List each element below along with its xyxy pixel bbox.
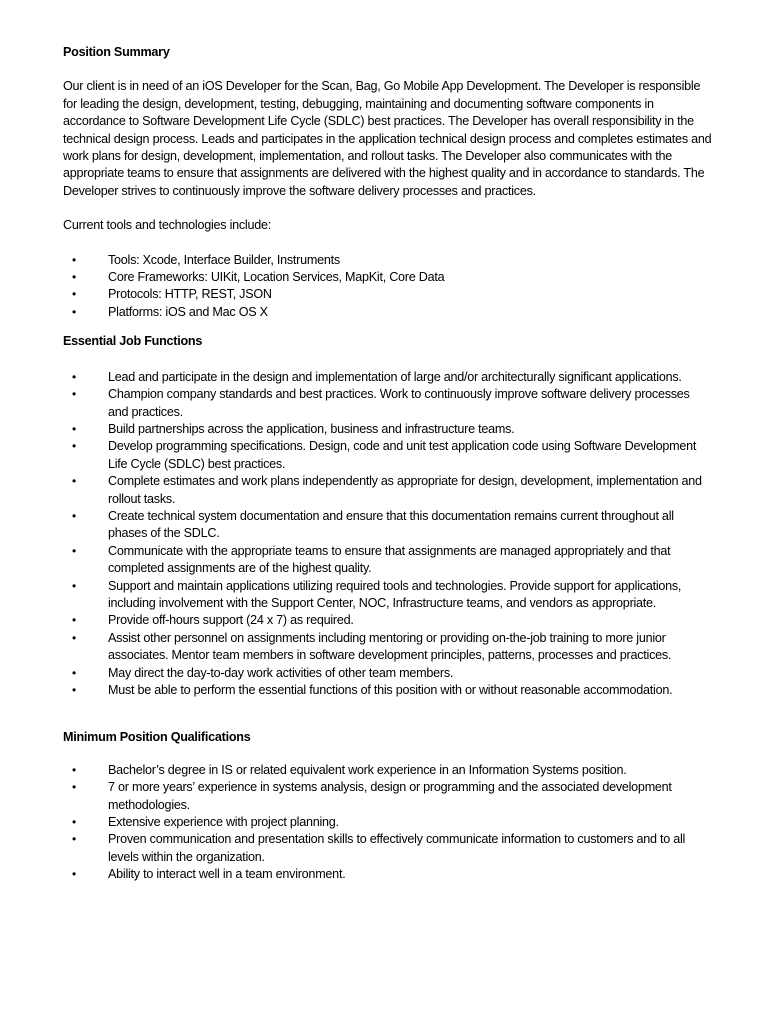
position-summary-heading: Position Summary: [63, 45, 170, 59]
list-item: • Extensive experience with project planning.: [63, 814, 713, 831]
minimum-qualifications-list: [63, 762, 713, 884]
list-item: • Platforms: iOS and Mac OS X: [63, 304, 713, 321]
list-item: • Core Frameworks: UIKit, Location Services, MapKit, Core Data: [63, 269, 713, 286]
list-item: • Tools: Xcode, Interface Builder, Instruments: [63, 252, 713, 269]
list-item: • Proven communication and presentation skills to effectively communicate information to customers and to all levels within the organization.: [63, 831, 713, 866]
list-item: • Develop programming specifications. Design, code and unit test application code using Software Development Life Cycle (SDLC) best practices.: [63, 438, 713, 473]
essential-functions-heading: Essential Job Functions: [63, 334, 203, 349]
list-item: • Ability to interact well in a team environment.: [63, 866, 713, 883]
list-item: • May direct the day-to-day work activities of other team members.: [63, 665, 713, 682]
tools-intro-text: Current tools and technologies include:: [63, 218, 271, 233]
essential-functions-list: [63, 369, 713, 700]
list-item: • Protocols: HTTP, REST, JSON: [63, 286, 713, 303]
list-item: • Champion company standards and best practices. Work to continuously improve software delivery processes and practices.: [63, 386, 713, 421]
list-item: • Complete estimates and work plans independently as appropriate for design, development, implementation and rollout tasks.: [63, 473, 713, 508]
position-summary-paragraph: Our client is in need of an iOS Developer for the Scan, Bag, Go Mobile App Development. The Developer is responsible for leading the design, development, testing, debugging, maintaining and documenting software components in accordance to Software Development Life Cycle (SDLC) best practices. The Developer has overall responsibility in the technical design process. Leads and participates in the application technical design process and completes estimates and work plans for design, development, implementation, and rollout tasks. The Developer also communicates with the appropriate teams to ensure that assignments are delivered with the highest quality and in accordance to standards. The Developer strives to continuously improve the software delivery processes and practices.: [63, 79, 712, 198]
list-item: • Bachelor’s degree in IS or related equivalent work experience in an Information Systems position.: [63, 762, 713, 779]
list-item: • Must be able to perform the essential functions of this position with or without reasonable accommodation.: [63, 682, 713, 699]
minimum-qualifications-heading: Minimum Position Qualifications: [63, 730, 251, 745]
list-item: • Lead and participate in the design and implementation of large and/or architecturally significant applications.: [63, 369, 713, 386]
list-item: • Create technical system documentation and ensure that this documentation remains current throughout all phases of the SDLC.: [63, 508, 713, 543]
list-item: • Assist other personnel on assignments including mentoring or providing on-the-job training to more junior associates. Mentor team members in software development principles, patterns, processes and practices.: [63, 630, 713, 665]
list-item: • Build partnerships across the application, business and infrastructure teams.: [63, 421, 713, 438]
document-page: [63, 44, 713, 884]
list-item: • Support and maintain applications utilizing required tools and technologies. Provide support for applications, including involvement with the Support Center, NOC, Infrastructure teams, and vendors as appropriate.: [63, 578, 713, 613]
list-item: • 7 or more years’ experience in systems analysis, design or programming and the associated development methodologies.: [63, 779, 713, 814]
tools-list: [63, 252, 713, 322]
list-item: • Provide off-hours support (24 x 7) as required.: [63, 612, 713, 629]
list-item: • Communicate with the appropriate teams to ensure that assignments are managed appropriately and that completed assignments are of the highest quality.: [63, 543, 713, 578]
